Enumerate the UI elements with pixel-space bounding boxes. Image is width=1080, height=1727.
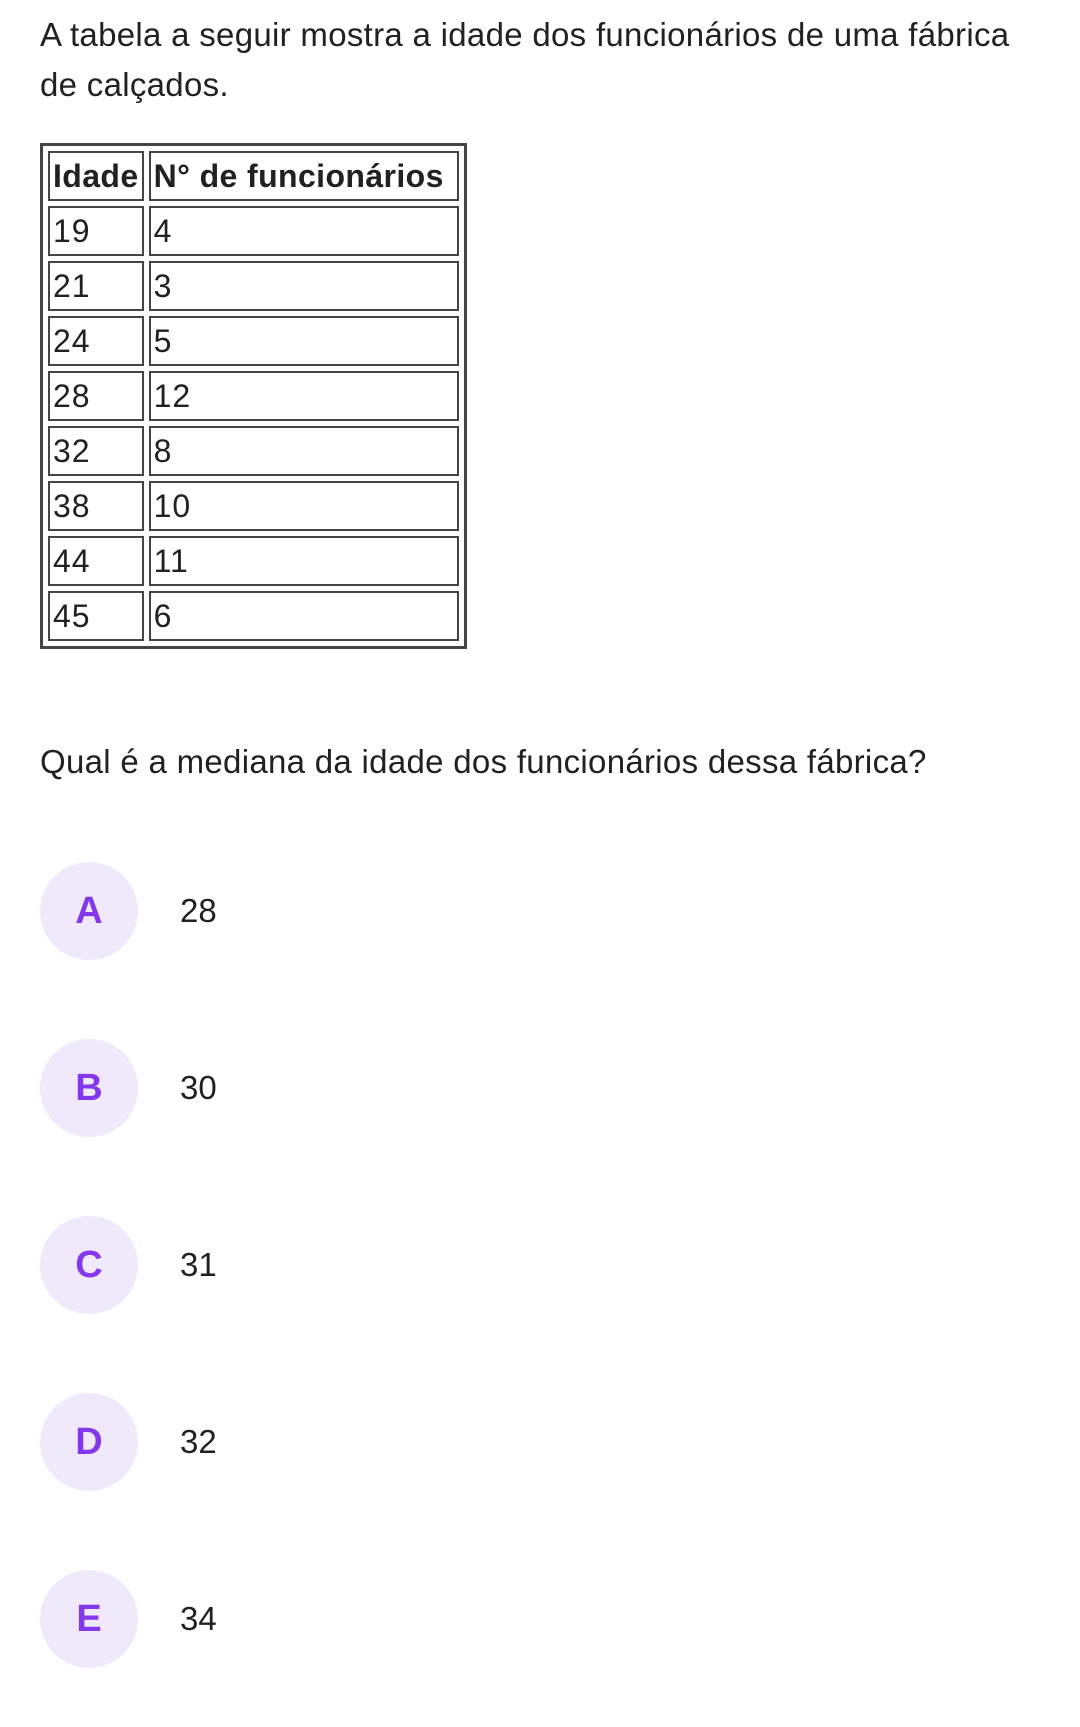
table-row [48,371,459,421]
option-letter-badge: E [40,1570,138,1668]
age-cell: 28 [48,371,144,421]
option-value: 32 [180,1423,217,1460]
option-value: 31 [180,1246,217,1283]
header-employee-count: N° de funcionários [149,151,459,201]
age-cell: 38 [48,481,144,531]
count-cell: 11 [149,536,459,586]
option-value: 28 [180,892,217,929]
age-cell: 21 [48,261,144,311]
option-letter-badge: A [40,862,138,960]
table-row [48,206,459,256]
count-cell: 4 [149,206,459,256]
answer-options [40,862,1040,1668]
count-cell: 10 [149,481,459,531]
count-cell: 12 [149,371,459,421]
age-table-container [40,143,467,649]
option-value: 34 [180,1600,217,1637]
option-value: 30 [180,1069,217,1106]
option-b[interactable] [40,1039,1040,1137]
question-intro: A tabela a seguir mostra a idade dos funcionários de uma fábrica de calçados. [40,16,1010,103]
header-age: Idade [48,151,144,201]
option-letter-badge: D [40,1393,138,1491]
count-cell: 6 [149,591,459,641]
option-letter-badge: B [40,1039,138,1137]
table-row [48,481,459,531]
age-cell: 32 [48,426,144,476]
age-cell: 19 [48,206,144,256]
count-cell: 8 [149,426,459,476]
option-a[interactable] [40,862,1040,960]
count-cell: 3 [149,261,459,311]
table-row [48,536,459,586]
option-c[interactable] [40,1216,1040,1314]
table-row [48,426,459,476]
option-letter-badge: C [40,1216,138,1314]
option-d[interactable] [40,1393,1040,1491]
question-prompt: Qual é a mediana da idade dos funcionários dessa fábrica? [40,743,927,780]
age-table [40,143,467,649]
age-cell: 44 [48,536,144,586]
count-cell: 5 [149,316,459,366]
table-row [48,591,459,641]
table-header-row [48,151,459,201]
table-row [48,261,459,311]
option-e[interactable] [40,1570,1040,1668]
age-cell: 24 [48,316,144,366]
age-cell: 45 [48,591,144,641]
table-row [48,316,459,366]
